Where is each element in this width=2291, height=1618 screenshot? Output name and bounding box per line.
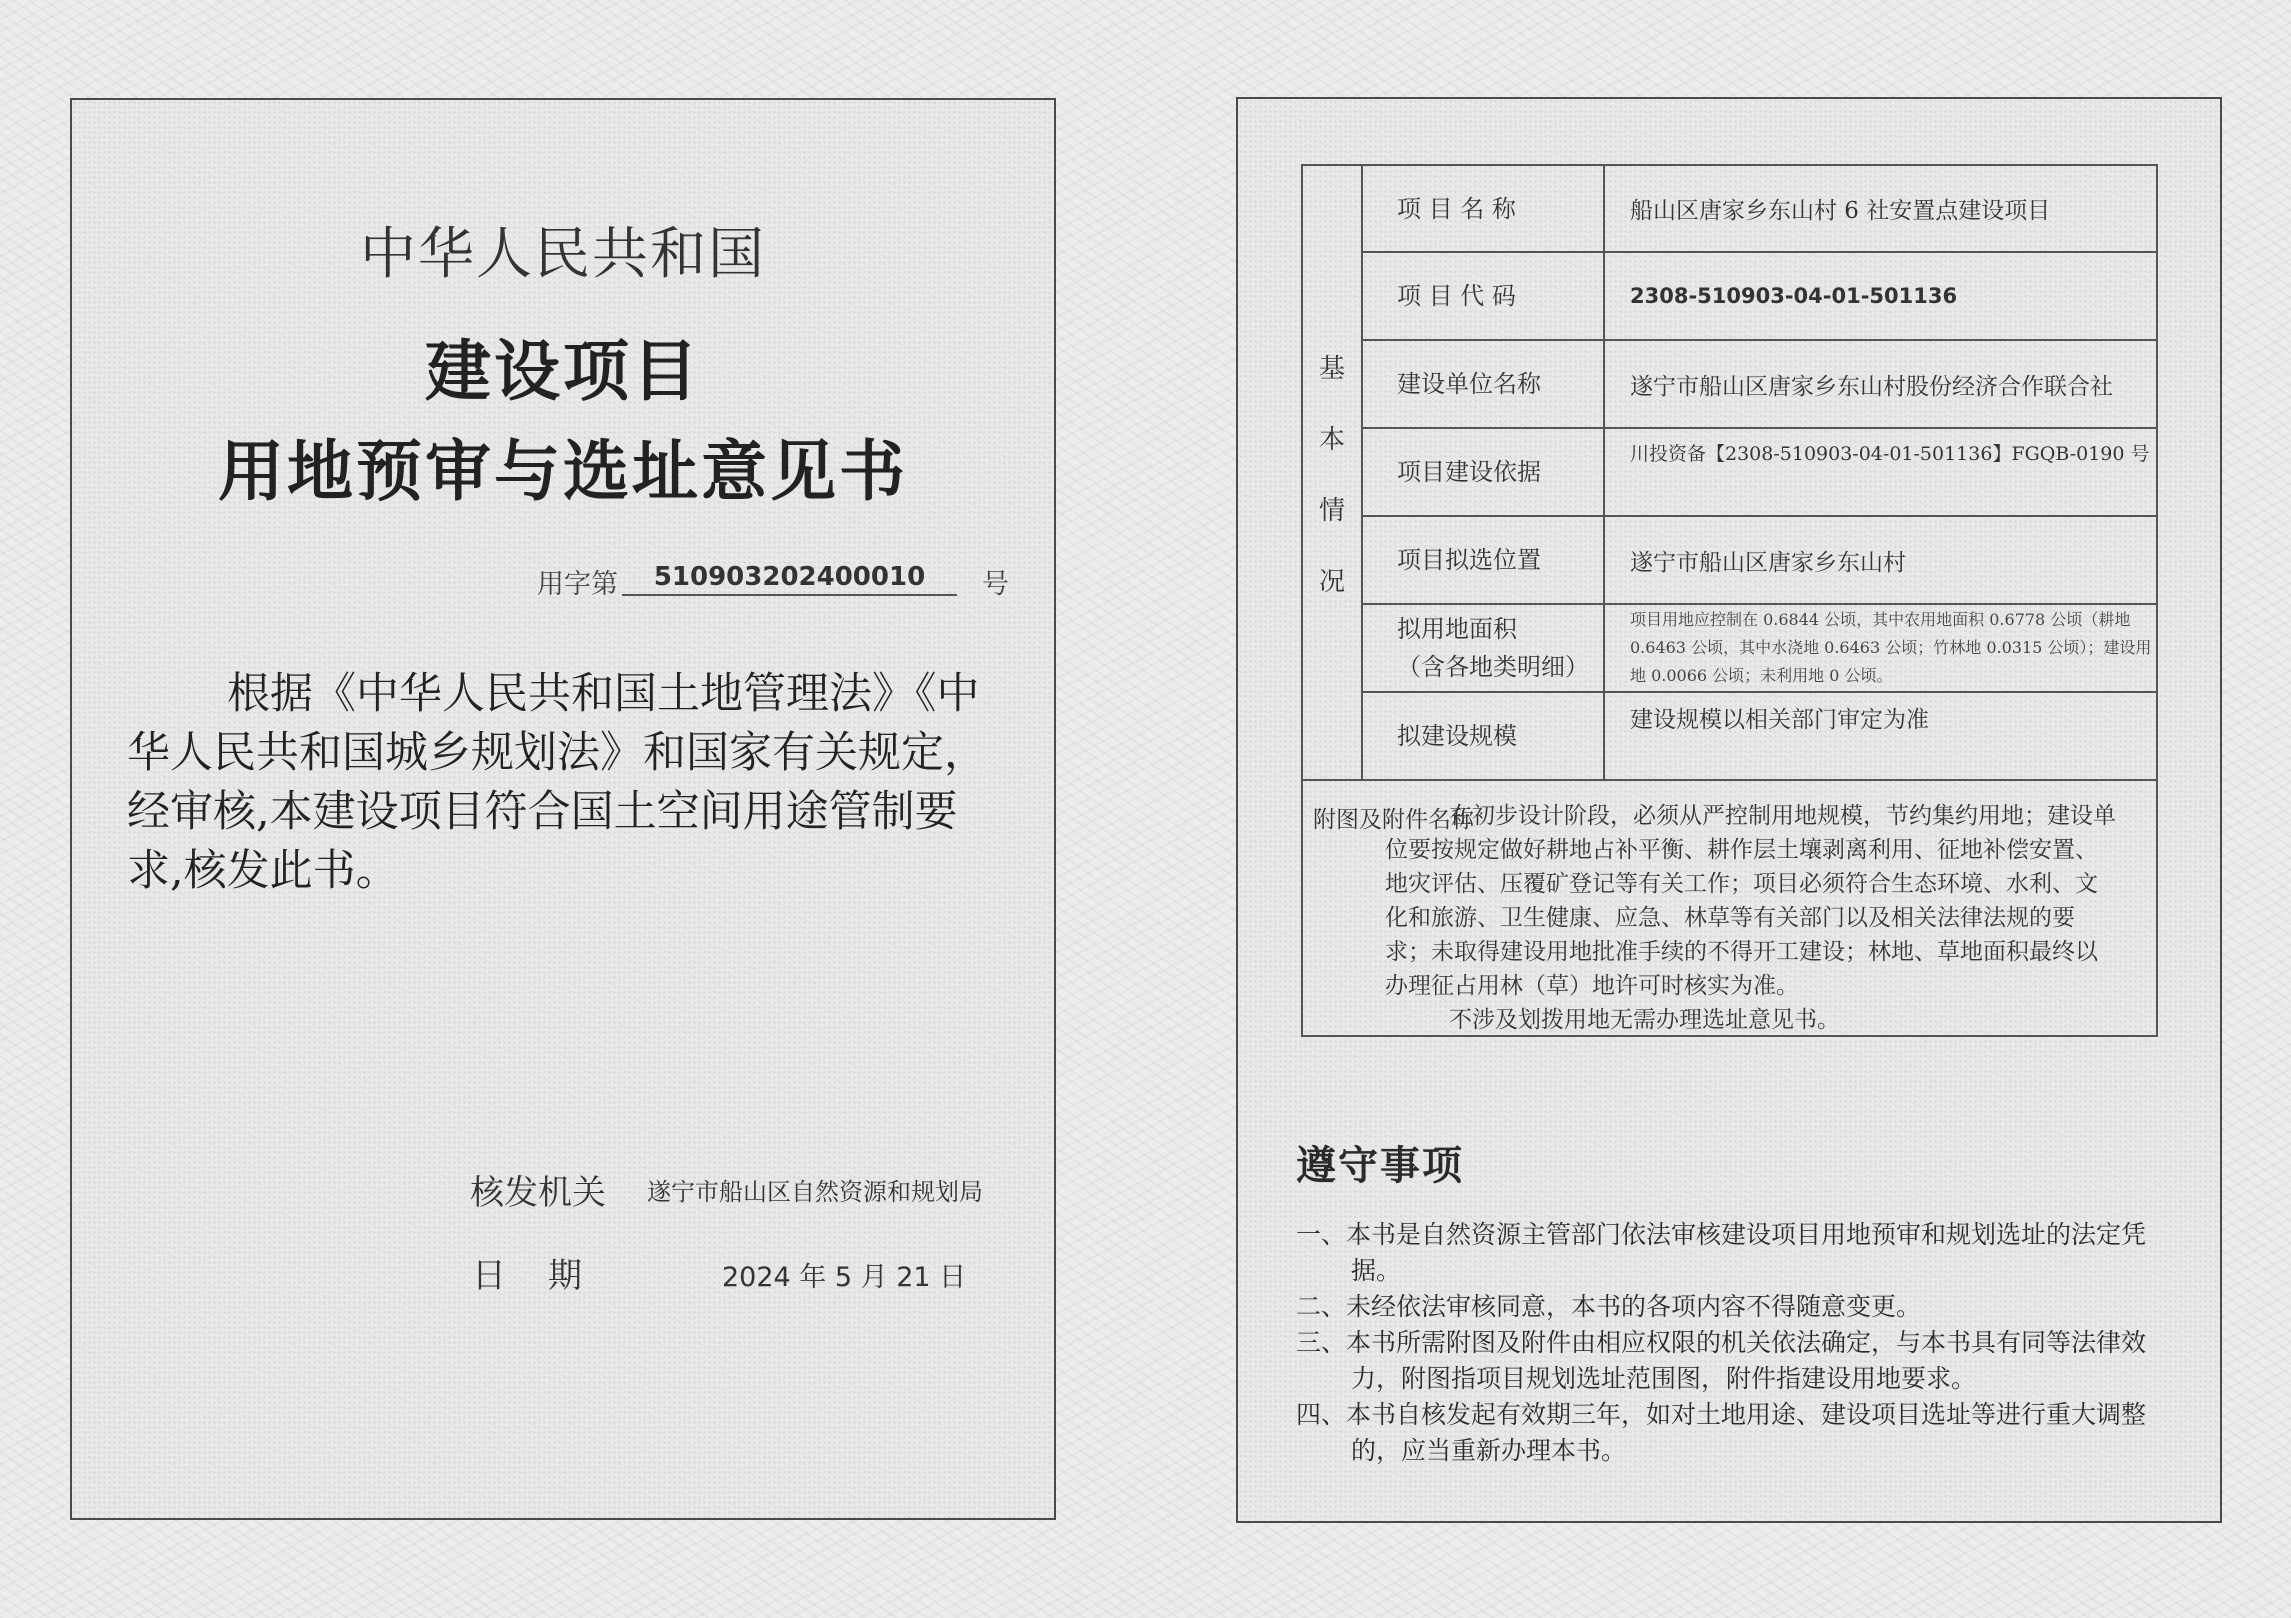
row-label-project-code: 项 目 代 码 xyxy=(1362,252,1604,340)
row-label-location: 项目拟选位置 xyxy=(1362,516,1604,604)
project-code: 2308-510903-04-01-501136 xyxy=(1604,252,2157,340)
land-area-detail: 项目用地应控制在 0.6844 公顷，其中农用地面积 0.6778 公顷（耕地 0.6463 公顷，其中水浇地 0.6463 公顷；竹林地 0.0315 公顷）；建设用地 0.0066 公顷；未利用地 0 公顷。 xyxy=(1604,604,2157,692)
date-label: 日期 xyxy=(472,1256,624,1296)
attachment-cell xyxy=(1302,780,2157,1036)
table-row xyxy=(1302,428,2157,516)
list-item: 三、本书所需附图及附件由相应权限的机关依法确定，与本书具有同等法律效力，附图指项目规划选址范围图，附件指建设用地要求。 xyxy=(1296,1328,2147,1393)
country-heading: 中华人民共和国 xyxy=(360,222,766,287)
attachment-label: 附图及附件名称 xyxy=(1313,807,1474,833)
approval-statement: 根据《中华人民共和国土地管理法》《中华人民共和国城乡规划法》和国家有关规定，经审核,本建设项目符合国土空间用途管制要求,核发此书。 xyxy=(127,669,987,896)
row-label-project-name: 项 目 名 称 xyxy=(1362,165,1604,252)
document-title-line2: 用地预审与选址意见书 xyxy=(218,432,908,510)
list-item: 一、本书是自然资源主管部门依法审核建设项目用地预审和规划选址的法定凭据。 xyxy=(1296,1220,2147,1285)
doc-number: 510903202400010 xyxy=(622,562,957,596)
issue-date: 2024 年 5 月 21 日 xyxy=(722,1262,967,1293)
project-basis: 川投资备【2308-510903-04-01-501136】FGQB-0190 号 xyxy=(1604,428,2157,516)
table-row xyxy=(1302,692,2157,780)
basic-info-table xyxy=(1301,164,2158,1037)
basic-info-side-label: 基 本 情 况 xyxy=(1302,165,1362,780)
row-label-land-area: 拟用地面积 （含各地类明细） xyxy=(1362,604,1604,692)
left-page xyxy=(70,98,1056,1520)
row-label-construction-unit: 建设单位名称 xyxy=(1362,340,1604,428)
table-row xyxy=(1302,252,2157,340)
compliance-list xyxy=(1296,1217,2166,1469)
attachment-text: 在初步设计阶段，必须从严控制用地规模，节约集约用地；建设单位要按规定做好耕地占补平衡、耕作层土壤剥离利用、征地补偿安置、地灾评估、压覆矿登记等有关工作；项目必须符合生态环境、水利、文化和旅游、卫生健康、应急、林草等有关部门以及相关法律法规的要求；未取得建设用地批准手续的不得开工建设；林地、草地面积最终以办理征占用林（草）地许可时核实为准。 不涉及划拨用地无需办理选址意见书。 xyxy=(1385,803,2116,1033)
table-row xyxy=(1302,165,2157,252)
list-item: 二、未经依法审核同意，本书的各项内容不得随意变更。 xyxy=(1296,1292,1922,1321)
construction-unit: 遂宁市船山区唐家乡东山村股份经济合作联合社 xyxy=(1604,340,2157,428)
construction-scale: 建设规模以相关部门审定为准 xyxy=(1604,692,2157,780)
project-location: 遂宁市船山区唐家乡东山村 xyxy=(1604,516,2157,604)
table-row xyxy=(1302,604,2157,692)
issuer-label: 核发机关 xyxy=(470,1173,606,1213)
table-row xyxy=(1302,780,2157,1036)
doc-number-label: 用字第 xyxy=(537,569,618,600)
doc-number-suffix: 号 xyxy=(982,569,1009,600)
table-row xyxy=(1302,340,2157,428)
row-label-basis: 项目建设依据 xyxy=(1362,428,1604,516)
document-title-line1: 建设项目 xyxy=(425,332,701,410)
project-name: 船山区唐家乡东山村 6 社安置点建设项目 xyxy=(1604,165,2157,252)
row-label-scale: 拟建设规模 xyxy=(1362,692,1604,780)
right-page xyxy=(1236,97,2222,1523)
list-item: 四、本书自核发起有效期三年，如对土地用途、建设项目选址等进行重大调整的，应当重新办理本书。 xyxy=(1296,1400,2147,1465)
compliance-title: 遵守事项 xyxy=(1296,1142,1464,1189)
issuer: 遂宁市船山区自然资源和规划局 xyxy=(647,1178,983,1206)
table-row xyxy=(1302,516,2157,604)
